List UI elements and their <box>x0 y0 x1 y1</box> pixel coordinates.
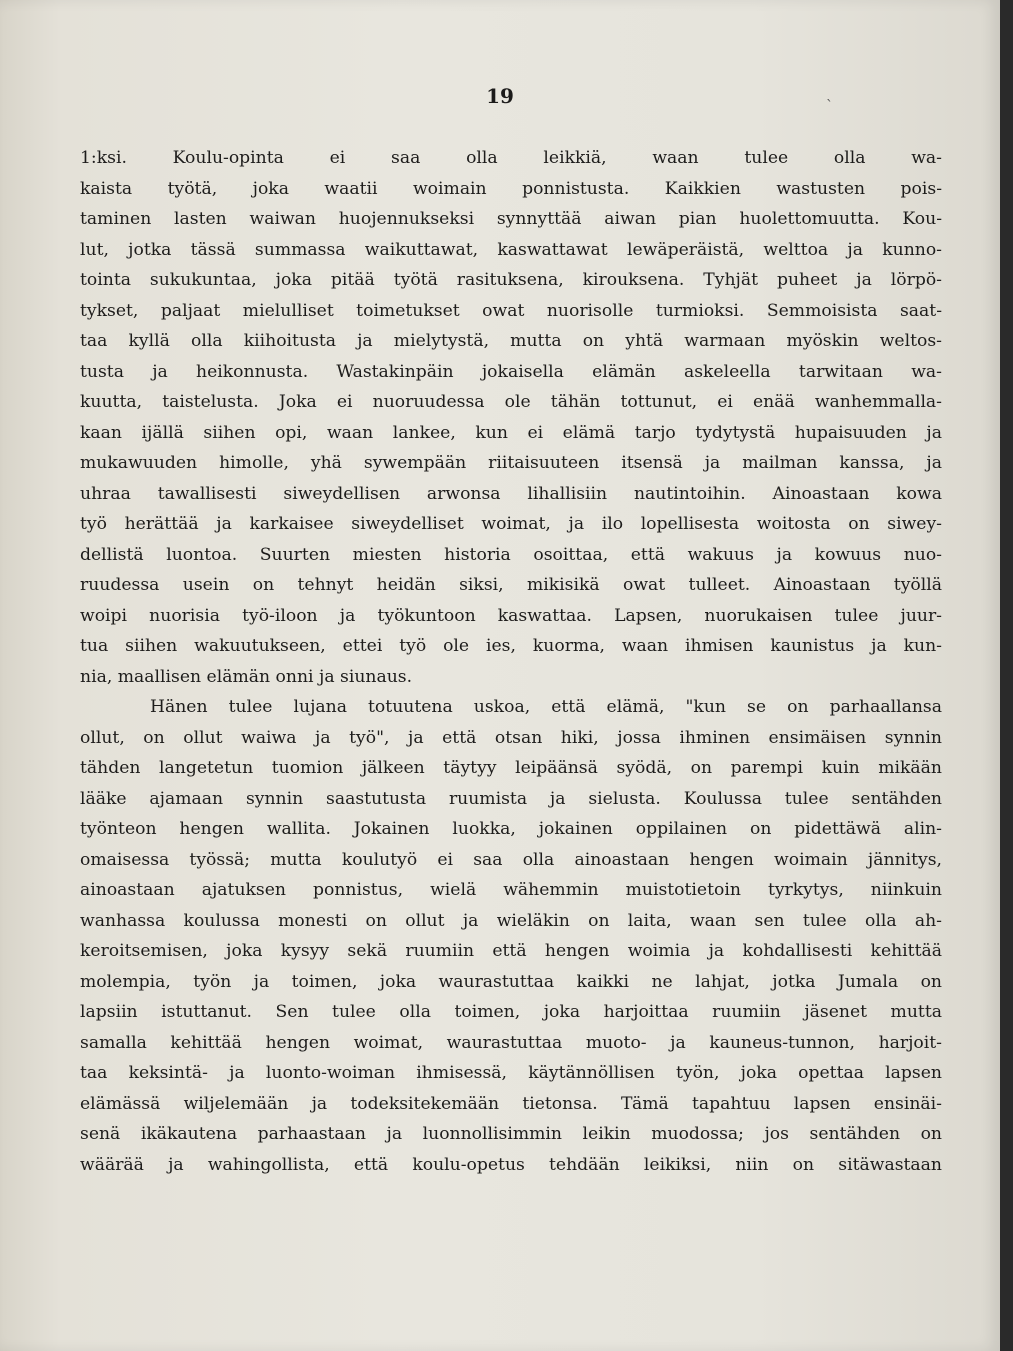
pencil-mark: ˎ <box>826 86 833 102</box>
text-line: samalla kehittää hengen woimat, waurastuttaa muoto- ja kauneus-tunnon, harjoit- <box>80 1032 942 1053</box>
text-line: wäärää ja wahingollista, että koulu-opetus tehdään leikiksi, niin on sitäwastaan <box>80 1154 942 1175</box>
text-line: nia, maallisen elämän onni ja siunaus. <box>80 666 413 687</box>
text-line: lut, jotka tässä summassa waikuttawat, kaswattawat lewäperäistä, welttoa ja kunno- <box>80 239 942 260</box>
text-line: molempia, työn ja toimen, joka waurastuttaa kaikki ne lahjat, jotka Jumala on <box>80 971 942 992</box>
text-line: ruudessa usein on tehnyt heidän siksi, mikisikä owat tulleet. Ainoastaan työllä <box>80 575 942 595</box>
text-line: keroitsemisen, joka kysyy sekä ruumiin että hengen woimia ja kohdallisesti kehittää <box>80 941 942 961</box>
text-line: Hänen tulee lujana totuutena uskoa, että elämä, "kun se on parhaallansa <box>150 697 942 717</box>
text-line: kaista työtä, joka waatii woimain ponnistusta. Kaikkien wastusten pois- <box>80 178 942 199</box>
text-line: taa kyllä olla kiihoitusta ja mielytystä, mutta on yhtä warmaan myöskin weltos- <box>80 331 942 351</box>
text-line: tusta ja heikonnusta. Wastakinpäin jokaisella elämän askeleella tarwitaan wa- <box>80 361 942 382</box>
text-line: kaan ijällä siihen opi, waan lankee, kun ei elämä tarjo tydytystä hupaisuuden ja <box>80 422 942 443</box>
text-line: lapsiin istuttanut. Sen tulee olla toimen, joka harjoittaa ruumiin jäsenet mutta <box>80 1002 942 1022</box>
text-line: tykset, paljaat mielulliset toimetukset owat nuorisolle turmioksi. Semmoisista saat- <box>80 300 942 321</box>
text-line: lääke ajamaan synnin saastutusta ruumista ja sielusta. Koulussa tulee sentähden <box>80 788 942 809</box>
body-text <box>80 143 942 1180</box>
text-line: dellistä luontoa. Suurten miesten historia osoittaa, että wakuus ja kowuus nuo- <box>80 544 942 565</box>
text-line: omaisessa työssä; mutta koulutyö ei saa olla ainoastaan hengen woimain jännitys, <box>80 849 942 870</box>
text-line: tointa sukukuntaa, joka pitää työtä rasituksena, kirouksena. Tyhjät puheet ja lörpö- <box>80 270 942 290</box>
page-number: 19 <box>486 84 514 108</box>
text-line: ollut, on ollut waiwa ja työ", ja että otsan hiki, jossa ihminen ensimäisen synnin <box>80 727 942 748</box>
text-line: wanhassa koulussa monesti on ollut ja wieläkin on laita, waan sen tulee olla ah- <box>80 910 942 931</box>
text-line: ainoastaan ajatuksen ponnistus, wielä wähemmin muistotietoin tyrkytys, niinkuin <box>80 880 942 900</box>
text-line: kuutta, taistelusta. Joka ei nuoruudessa ole tähän tottunut, ei enää wanhemmalla- <box>80 392 942 412</box>
text-line: elämässä wiljelemään ja todeksitekemään tietonsa. Tämä tapahtuu lapsen ensinäi- <box>80 1093 942 1114</box>
text-line: työ herättää ja karkaisee siweydelliset woimat, ja ilo lopellisesta woitosta on siwey- <box>80 514 942 534</box>
text-line: työnteon hengen wallita. Jokainen luokka, jokainen oppilainen on pidettäwä alin- <box>80 819 942 839</box>
text-line: taminen lasten waiwan huojennukseksi synnyttää aiwan pian huolettomuutta. Kou- <box>80 209 942 229</box>
text-line: uhraa tawallisesti siweydellisen arwonsa lihallisiin nautintoihin. Ainoastaan kowa <box>80 483 942 504</box>
text-line: 1:ksi. Koulu-opinta ei saa olla leikkiä, waan tulee olla wa- <box>80 148 942 168</box>
text-line: taa keksintä- ja luonto-woiman ihmisessä, käytännöllisen työn, joka opettaa lapsen <box>80 1063 942 1083</box>
text-line: mukawuuden himolle, yhä sywempään riitaisuuteen itsensä ja mailman kanssa, ja <box>80 453 942 473</box>
text-line: woipi nuorisia työ-iloon ja työkuntoon kaswattaa. Lapsen, nuorukaisen tulee juur- <box>80 605 942 626</box>
text-line: tua siihen wakuutukseen, ettei työ ole ies, kuorma, waan ihmisen kaunistus ja kun- <box>80 636 942 656</box>
text-line: tähden langetetun tuomion jälkeen täytyy leipäänsä syödä, on parempi kuin mikään <box>80 758 942 778</box>
text-line: senä ikäkautena parhaastaan ja luonnollisimmin leikin muodossa; jos sentähden on <box>80 1124 942 1144</box>
